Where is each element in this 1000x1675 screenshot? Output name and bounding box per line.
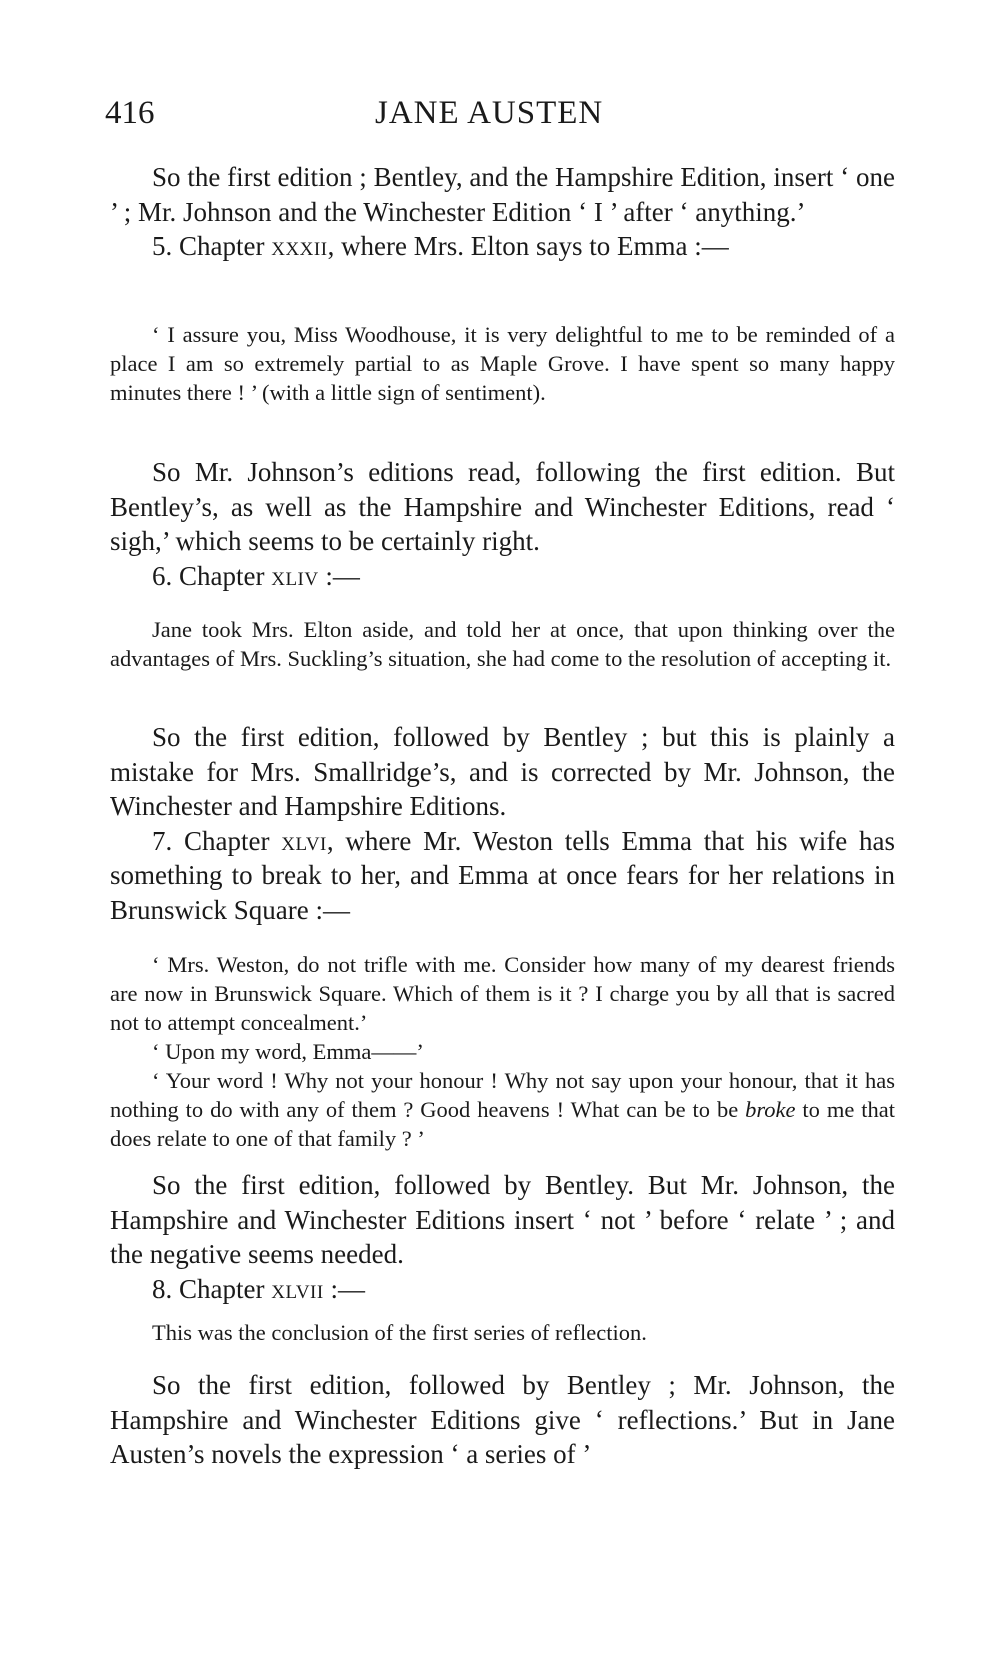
- item-5: 5. Chapter xxxii, where Mrs. Elton says to Emma :—: [152, 231, 729, 261]
- paragraph-text: So the first edition, followed by Bentley ; but this is plainly a mistake for Mrs. Smallridge’s, and is corrected by Mr. Johnson, the Winchester and Hampshire Editions.: [110, 722, 895, 821]
- paragraph-text: So the first edition ; Bentley, and the Hampshire Edition, insert ‘ one ’ ; Mr. Johnson and the Winchester Edition ‘ I ’ after ‘ anything.’: [110, 162, 895, 227]
- quotation-text: ‘ I assure you, Miss Woodhouse, it is very delightful to me to be reminded of a place I am so extremely partial to as Maple Grove. I have spent so many happy minutes there ! ’ (with a little sign of sentiment).: [110, 322, 895, 405]
- quotation-text: ‘ Your word ! Why not your honour ! Why not say upon your honour, that it has nothing to do with any of them ? Good heavens ! What can be to be broke to me that does relate to one of that family ? ’: [110, 1068, 895, 1151]
- page-header: [0, 95, 1000, 135]
- quotation-3: [110, 950, 895, 1153]
- item-8: 8. Chapter xlvii :—: [152, 1273, 365, 1304]
- paragraph-text: So the first edition, followed by Bentley. But Mr. Johnson, the Hampshire and Winchester Editions insert ‘ not ’ before ‘ relate ’ ; and the negative seems needed.: [110, 1170, 895, 1269]
- paragraph-5: [110, 1368, 895, 1472]
- quotation-4: [110, 1318, 895, 1347]
- quotation-text: This was the conclusion of the first series of reflection.: [152, 1320, 647, 1345]
- paragraph-1: [110, 160, 895, 264]
- item-6: 6. Chapter xliv :—: [152, 560, 360, 591]
- paragraph-text: So Mr. Johnson’s editions read, following the first edition. But Bentley’s, as well as the Hampshire and Winchester Editions, read ‘ sigh,’ which seems to be certainly right.: [110, 457, 895, 556]
- quotation-text: ‘ Mrs. Weston, do not trifle with me. Consider how many of my dearest friends are now in Brunswick Square. Which of them is it ? I charge you by all that is sacred not to attempt concealment.’: [110, 952, 895, 1035]
- quotation-2: [110, 615, 895, 673]
- item-7: 7. Chapter xlvi, where Mr. Weston tells Emma that his wife has something to break to her, and Emma at once fears for her relations in Brunswick Square :—: [110, 825, 895, 925]
- paragraph-4: [110, 1168, 895, 1306]
- running-title: JANE AUSTEN: [375, 95, 604, 131]
- page-number: 416: [105, 95, 155, 131]
- paragraph-2: [110, 455, 895, 593]
- quotation-1: [110, 320, 895, 407]
- paragraph-3: [110, 720, 895, 927]
- quotation-text: Jane took Mrs. Elton aside, and told her at once, that upon thinking over the advantages of Mrs. Suckling’s situation, she had come to the resolution of accepting it.: [110, 617, 895, 671]
- paragraph-text: So the first edition, followed by Bentley ; Mr. Johnson, the Hampshire and Winchester Editions give ‘ reflections.’ But in Jane Austen’s novels the expression ‘ a series of ’: [110, 1370, 895, 1469]
- quotation-text: ‘ Upon my word, Emma——’: [152, 1039, 424, 1064]
